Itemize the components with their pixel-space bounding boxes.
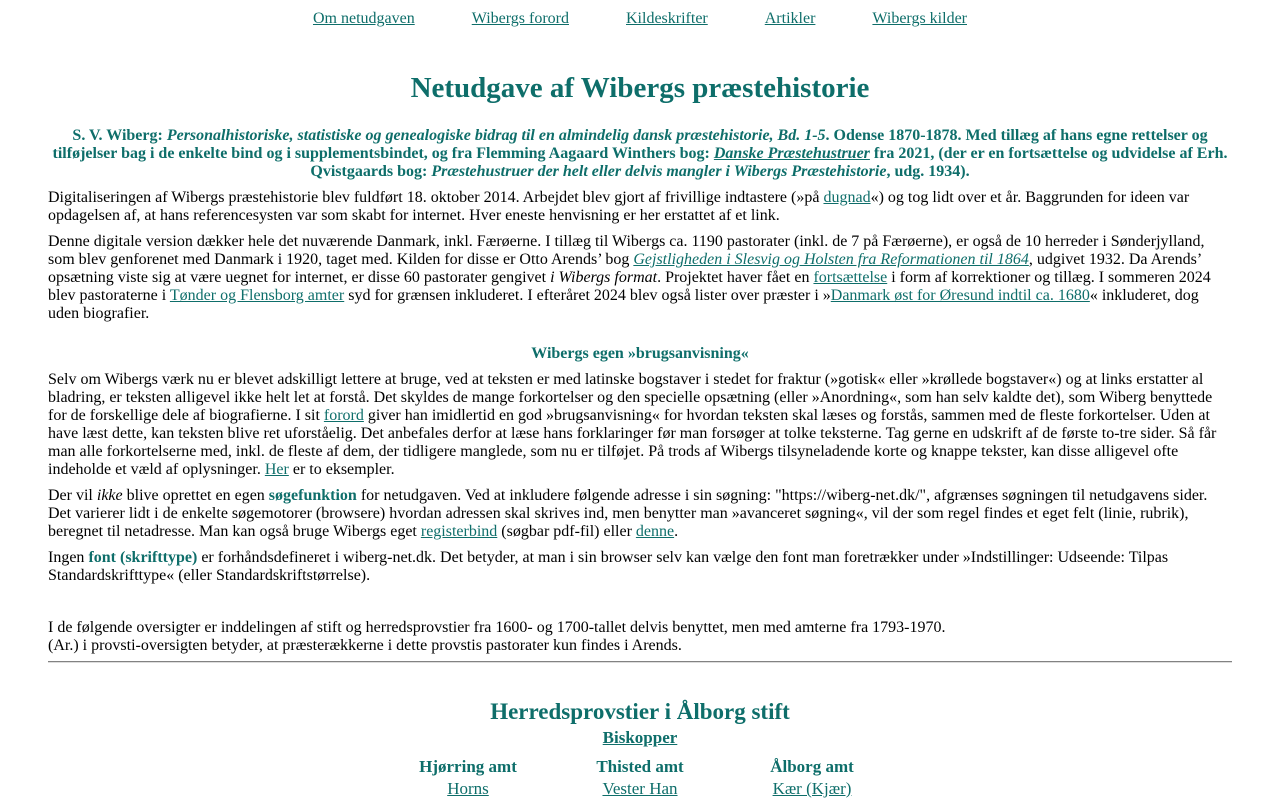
usage-section-heading: Wibergs egen »brugsanvisning«	[531, 345, 749, 362]
danmark-oest-link[interactable]: Danmark øst for Øresund indtil ca. 1680	[830, 287, 1090, 304]
amt-link-row	[726, 780, 898, 798]
provsti-link-kaer[interactable]: Kær (Kjær)	[772, 779, 852, 798]
overview-note	[48, 619, 1232, 655]
biskopper-row	[48, 728, 1232, 748]
biskopper-link[interactable]: Biskopper	[602, 728, 678, 747]
nav-link-wibergs-kilder[interactable]: Wibergs kilder	[872, 10, 967, 27]
amt-column-hjoerring	[382, 758, 554, 798]
forord-link[interactable]: forord	[323, 407, 364, 424]
toender-flensborg-link[interactable]: Tønder og Flensborg amter	[169, 287, 345, 304]
soegefunktion-emphasis: søgefunktion	[268, 487, 357, 504]
amt-column-aalborg	[726, 758, 898, 798]
amt-header-aalborg: Ålborg amt	[770, 757, 854, 776]
amt-link-row	[554, 780, 726, 798]
nav-link-wibergs-forord[interactable]: Wibergs forord	[471, 10, 569, 27]
dugnad-link[interactable]: dugnad	[823, 189, 871, 206]
nav-link-kildeskrifter[interactable]: Kildeskrifter	[626, 10, 708, 27]
paragraph-digitization: Digitaliseringen af Wibergs præstehistorie blev fuldført 18. oktober 2014. Arbejdet blev gjort af frivillige indtastere (»på dugnad«) og tog lidt over et år. Baggrunden for ideen var opdagelsen af, at hans referencesysten var som skabt for internet. Hver eneste henvisning er her erstattet af et link.	[48, 189, 1190, 224]
nav-link-om-netudgaven[interactable]: Om netudgaven	[312, 10, 415, 27]
paragraph-search: Der vil ikke blive oprettet en egen søgefunktion for netudgaven. Ved at inkludere følgende adresse i sin søgning: "https://wiberg-net.dk/", afgrænses søgningen til netudgavens sider. Det varierer lidt i de enkelte søgemotorer (browsere) hvordan adressen skal skrives ind, men benytter man »avanceret søgning«, vil der som regel findes et eget felt (linie, rubrik), beregnet til netadresse. Man kan også bruge Wibergs eget registerbind (søgbar pdf-fil) eller denne.	[48, 487, 1208, 540]
amt-header-hjoerring: Hjørring amt	[419, 757, 517, 776]
amt-link-row	[382, 780, 554, 798]
overview-note-line2: (Ar.) i provsti-oversigten betyder, at præsterækkerne i dette provstis pastorater kun findes i Arends.	[48, 637, 682, 654]
section-divider	[48, 661, 1232, 663]
amt-header-thisted: Thisted amt	[596, 757, 684, 776]
bibliography-intro: S. V. Wiberg: Personalhistoriske, statistiske og genealogiske bidrag til en almindelig dansk præstehistorie, Bd. 1-5. Odense 1870-1878. Med tillæg af hans egne rettelser og tilføjelser bag i de enkelte bind og i supplementsbindet, og fra Flemming Aagaard Winthers bog: Danske Præstehustruer fra 2021, (der er en fortsættelse og udvidelse af Erh. Qvistgaards bog: Præstehustruer der helt eller delvis mangler i Wibergs Præstehistorie, udg. 1934).	[52, 127, 1228, 180]
registerbind-link[interactable]: registerbind	[420, 523, 498, 540]
paragraph-usage: Selv om Wibergs værk nu er blevet adskilligt lettere at bruge, ved at teksten er med latinske bogstaver i stedet for fraktur (»gotisk« eller »krøllede bogstaver«) og at links erstatter al bladring, er teksten alligevel ikke helt let at forstå. Det skyldes de mange forkortelser og den specielle opsætning (eller »Anordning«, som han selv kaldte det), som Wiberg benyttede for de forskellige dele af biografierne. I sit forord giver han imidlertid en god »brugsanvisning« for hvordan teksten skal læses og forstås, sammen med de fleste forkortelser. Uden at have læst dette, kan teksten blive ret uforståelig. Det anbefales derfor at læse hans forklaringer før man forsøger at tolke teksterne. Tag gerne en udskrift af de første to-tre sider. Så får man alle forkortelserne med, inkl. de fleste af dem, der tidligere manglede, som nu er tilføjet. På trods af Wibergs tilsyneladende korte og knappe tekster, kan disse alligevel ofte indeholde et væld af oplysninger. Her er to eksempler.	[48, 371, 1217, 478]
provsti-link-horns[interactable]: Horns	[447, 779, 489, 798]
paragraph-font: Ingen font (skrifttype) er forhåndsdefineret i wiberg-net.dk. Det betyder, at man i sin browser selv kan vælge den font man foretrækker under »Indstillinger: Udseende: Tilpas Standardskrifttype« (eller Standardskriftstørrelse).	[48, 549, 1169, 584]
paragraph-coverage: Denne digitale version dækker hele det nuværende Danmark, inkl. Færøerne. I tillæg til Wibergs ca. 1190 pastorater (inkl. de 7 på Færøerne), er også de 10 herreder i Sønderjylland, som blev genforenet med Danmark i 1920, taget med. Kilden for disse er Otto Arends’ bog Gejstligheden i Slesvig og Holsten fra Reformationen til 1864, udgivet 1932. Da Arends’ opsætning viste sig at være uegnet for internet, er disse 60 pastorater gengivet i Wibergs format. Projektet haver fået en fortsættelse i form af korrektioner og tillæg. I sommeren 2024 blev pastoraterne i Tønder og Flensborg amter syd for grænsen inkluderet. I efteråret 2024 blev også lister over præster i »Danmark øst for Øresund indtil ca. 1680« inkluderet, dog uden biografier.	[48, 233, 1211, 322]
her-link[interactable]: Her	[264, 461, 289, 478]
top-nav	[48, 0, 1232, 28]
denne-link[interactable]: denne	[635, 523, 675, 540]
nav-link-artikler[interactable]: Artikler	[764, 10, 816, 27]
overview-note-line1: I de følgende oversigter er inddelingen af stift og herredsprovstier fra 1600- og 1700-tallet delvis benyttet, men med amterne fra 1793-1970.	[48, 619, 946, 636]
herredsprovstier-heading: Herredsprovstier i Ålborg stift	[490, 699, 790, 724]
gejstligheden-link[interactable]: Gejstligheden i Slesvig og Holsten fra Reformationen til 1864	[633, 251, 1029, 268]
fortsaettelse-link[interactable]: fortsættelse	[813, 269, 888, 286]
page-title: Netudgave af Wibergs præstehistorie	[410, 72, 870, 104]
amt-table	[48, 758, 1232, 798]
amt-column-thisted	[554, 758, 726, 798]
font-emphasis: font (skrifttype)	[88, 549, 198, 566]
provsti-link-vester-han[interactable]: Vester Han	[602, 779, 678, 798]
danske-praestehustruer-link[interactable]: Danske Præstehustruer	[713, 145, 870, 162]
